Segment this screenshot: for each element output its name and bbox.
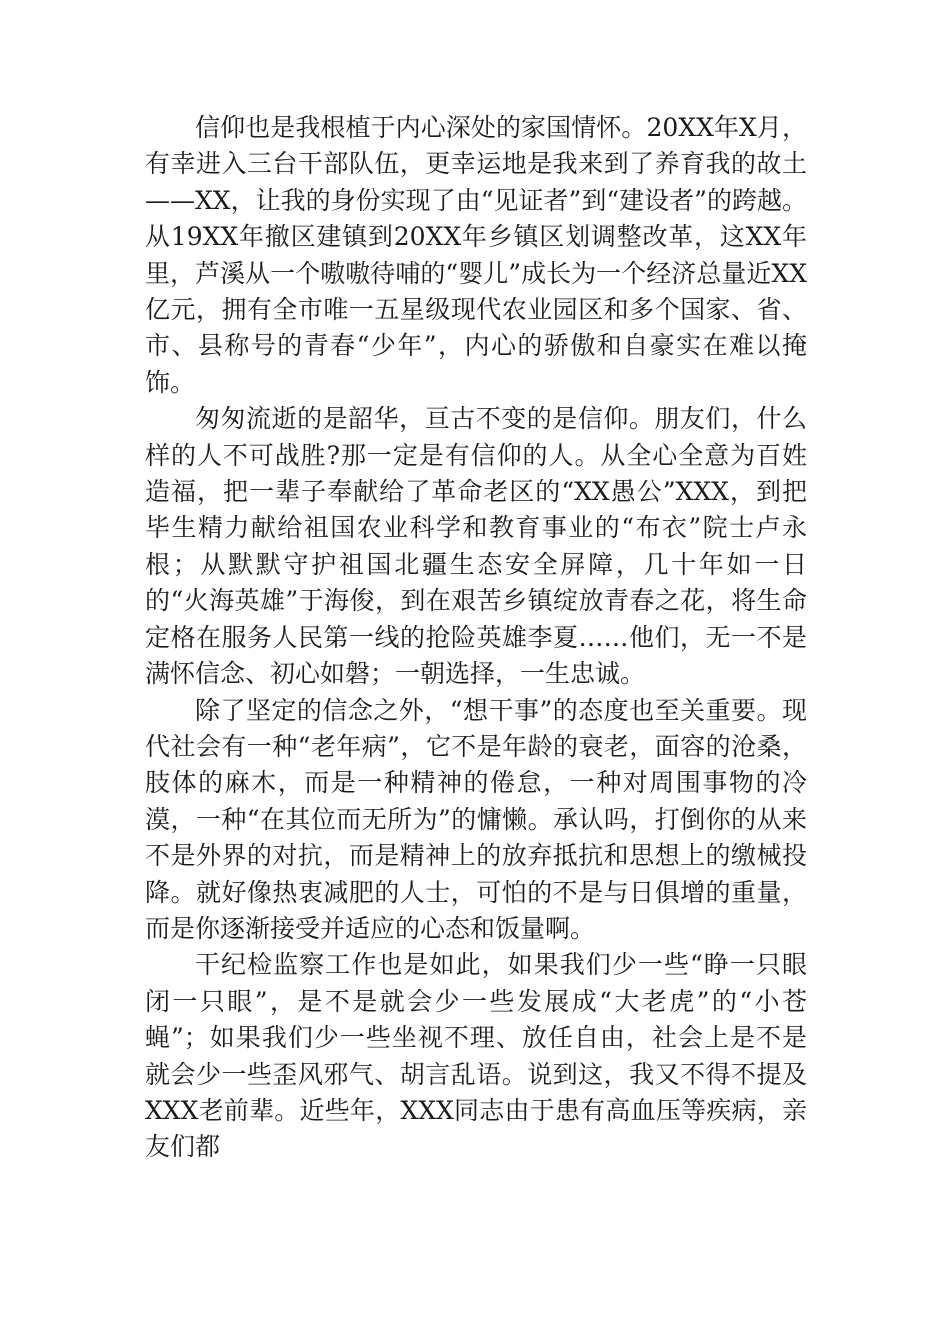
document-body xyxy=(145,110,807,1166)
paragraph-unchanging-faith: 匆匆流逝的是韶华，亘古不变的是信仰。朋友们，什么样的人不可战胜?那一定是有信仰的人。从全心全意为百姓造福，把一辈子奉献给了革命老区的“XX愚公”XXX，到把毕生精力献给祖国农业科学和教育事业的“布衣”院士卢永根；从默默守护祖国北疆生态安全屏障，几十年如一日的“火海英雄”于海俊，到在艰苦乡镇绽放青春之花，将生命定格在服务人民第一线的抢险英雄李夏……他们，无一不是满怀信念、初心如磐；一朝选择，一生忠诚。 xyxy=(145,404,807,689)
paragraph-attitude: 除了坚定的信念之外，“想干事”的态度也至关重要。现代社会有一种“老年病”，它不是年龄的衰老，面容的沧桑，肢体的麻木，而是一种精神的倦怠，一种对周围事物的冷漠，一种“在其位而无所为”的慵懒。承认吗，打倒你的从来不是外界的对抗，而是精神上的放弃抵抗和思想上的缴械投降。就好像热衷减肥的人士，可怕的不是与日俱增的重量，而是你逐渐接受并适应的心态和饭量啊。 xyxy=(145,695,807,943)
paragraph-discipline-inspection: 干纪检监察工作也是如此，如果我们少一些“睁一只眼闭一只眼”，是不是就会少一些发展成“大老虎”的“小苍蝇”；如果我们少一些坐视不理、放任自由，社会上是不是就会少一些歪风邪气、胡言乱语。说到这，我又不得不提及XXX老前辈。近些年，XXX同志由于患有高血压等疾病，亲友们都 xyxy=(145,950,807,1162)
paragraph-faith-homeland: 信仰也是我根植于内心深处的家国情怀。20XX年X月，有幸进入三台干部队伍，更幸运地是我来到了养育我的故土——XX，让我的身份实现了由“见证者”到“建设者”的跨越。从19XX年撤区建镇到20XX年乡镇区划调整改革，这XX年里，芦溪从一个嗷嗷待哺的“婴儿”成长为一个经济总量近XX亿元，拥有全市唯一五星级现代农业园区和多个国家、省、市、县称号的青春“少年”，内心的骄傲和自豪实在难以掩饰。 xyxy=(145,113,807,397)
